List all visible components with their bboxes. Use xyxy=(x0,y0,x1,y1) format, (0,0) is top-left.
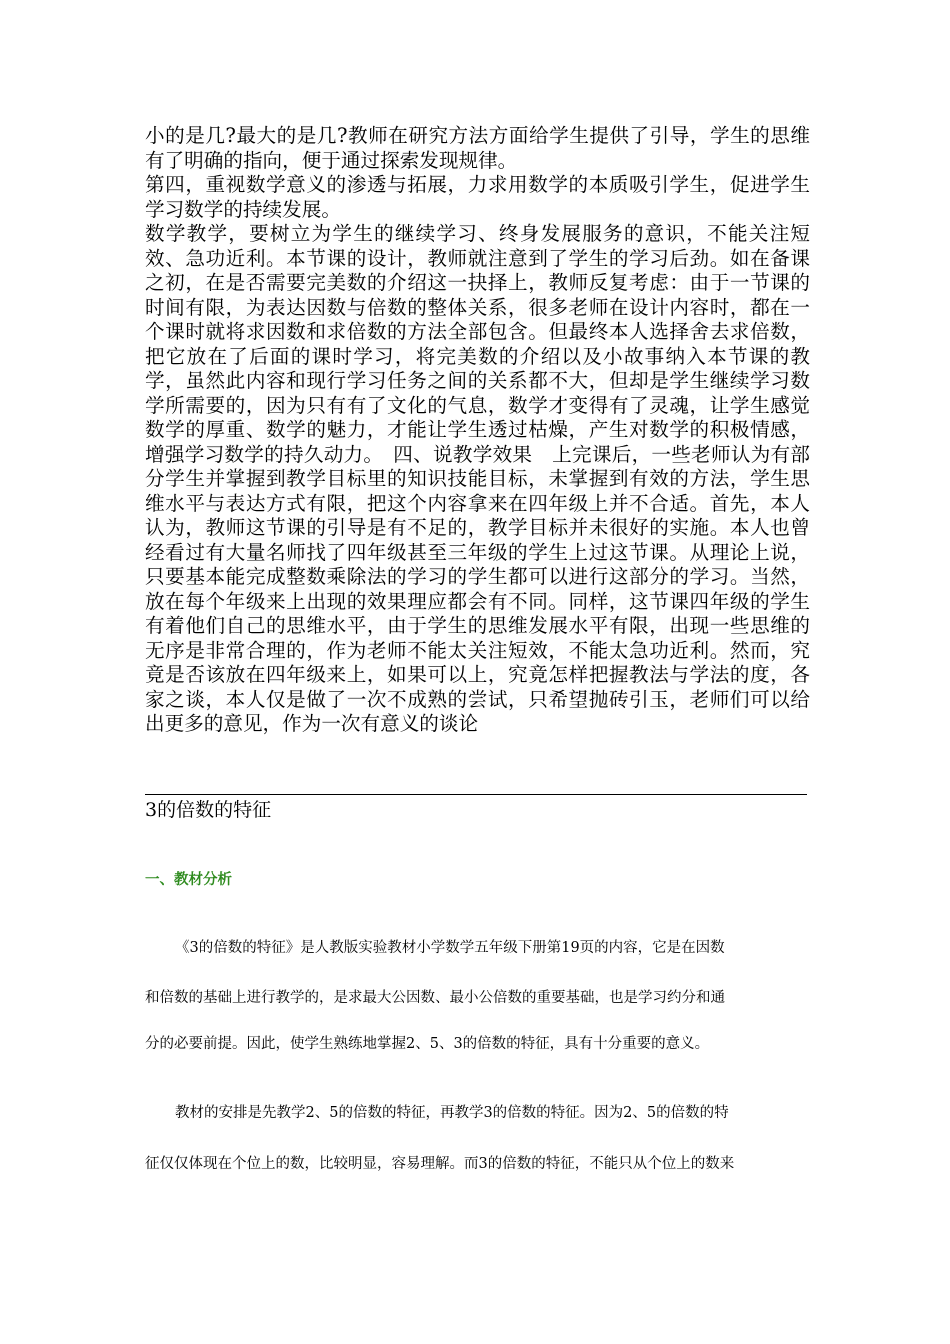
paragraph: 第四，重视数学意义的渗透与拓展，力求用数学的本质吸引学生，促进学生学习数学的持续发展。 xyxy=(145,173,810,221)
text-line: 分的必要前提。因此，使学生熟练地掌握2、5、3的倍数的特征，具有十分重要的意义。 xyxy=(145,1036,710,1052)
body-text-upper xyxy=(145,124,810,737)
horizontal-rule xyxy=(145,794,807,795)
text-line: 和倍数的基础上进行教学的，是求最大公因数、最小公倍数的重要基础，也是学习约分和通 xyxy=(145,990,725,1006)
text-line: 征仅仅体现在个位上的数，比较明显，容易理解。而3的倍数的特征，不能只从个位上的数来 xyxy=(145,1156,735,1172)
text-line: 教材的安排是先教学2、5的倍数的特征，再教学3的倍数的特征。因为2、5的倍数的特 xyxy=(175,1105,729,1121)
analysis-heading: 一、教材分析 xyxy=(145,872,232,888)
paragraph: 数学教学，要树立为学生的继续学习、终身发展服务的意识，不能关注短效、急功近利。本节课的设计，教师就注意到了学生的学习后劲。如在备课之初，在是否需要完美数的介绍这一抉择上，教师反复考虑：由于一节课的时间有限，为表达因数与倍数的整体关系，很多老师在设计内容时，都在一个课时就将求因数和求倍数的方法全部包含。但最终本人选择舍去求倍数，把它放在了后面的课时学习，将完美数的介绍以及小故事纳入本节课的教学，虽然此内容和现行学习任务之间的关系都不大，但却是学生继续学习数学所需要的，因为只有有了文化的气息，数学才变得有了灵魂，让学生感觉数学的厚重、数学的魅力，才能让学生透过枯燥，产生对数学的积极情感，增强学习数学的持久动力。 四、说教学效果 上完课后，一些老师认为有部分学生并掌握到教学目标里的知识技能目标，未掌握到有效的方法，学生思维水平与表达方式有限，把这个内容拿来在四年级上并不合适。首先，本人认为，教师这节课的引导是有不足的，教学目标并未很好的实施。本人也曾经看过有大量名师找了四年级甚至三年级的学生上过这节课。从理论上说，只要基本能完成整数乘除法的学习的学生都可以进行这部分的学习。当然，放在每个年级来上出现的效果理应都会有不同。同样，这节课四年级的学生有着他们自己的思维水平，由于学生的思维发展水平有限，出现一些思维的无序是非常合理的，作为老师不能太关注短效，不能太急功近利。然而，究竟是否该放在四年级来上，如果可以上，究竟怎样把握教法与学法的度，各家之谈，本人仅是做了一次不成熟的尝试，只希望抛砖引玉，老师们可以给出更多的意见，作为一次有意义的谈论 xyxy=(145,222,810,735)
paragraph: 小的是几?最大的是几?教师在研究方法方面给学生提供了引导，学生的思维有了明确的指向，便于通过探索发现规律。 xyxy=(145,124,810,172)
text-line: 《3的倍数的特征》是人教版实验教材小学数学五年级下册第19页的内容，它是在因数 xyxy=(175,940,725,956)
section-title: 3的倍数的特征 xyxy=(145,799,272,821)
